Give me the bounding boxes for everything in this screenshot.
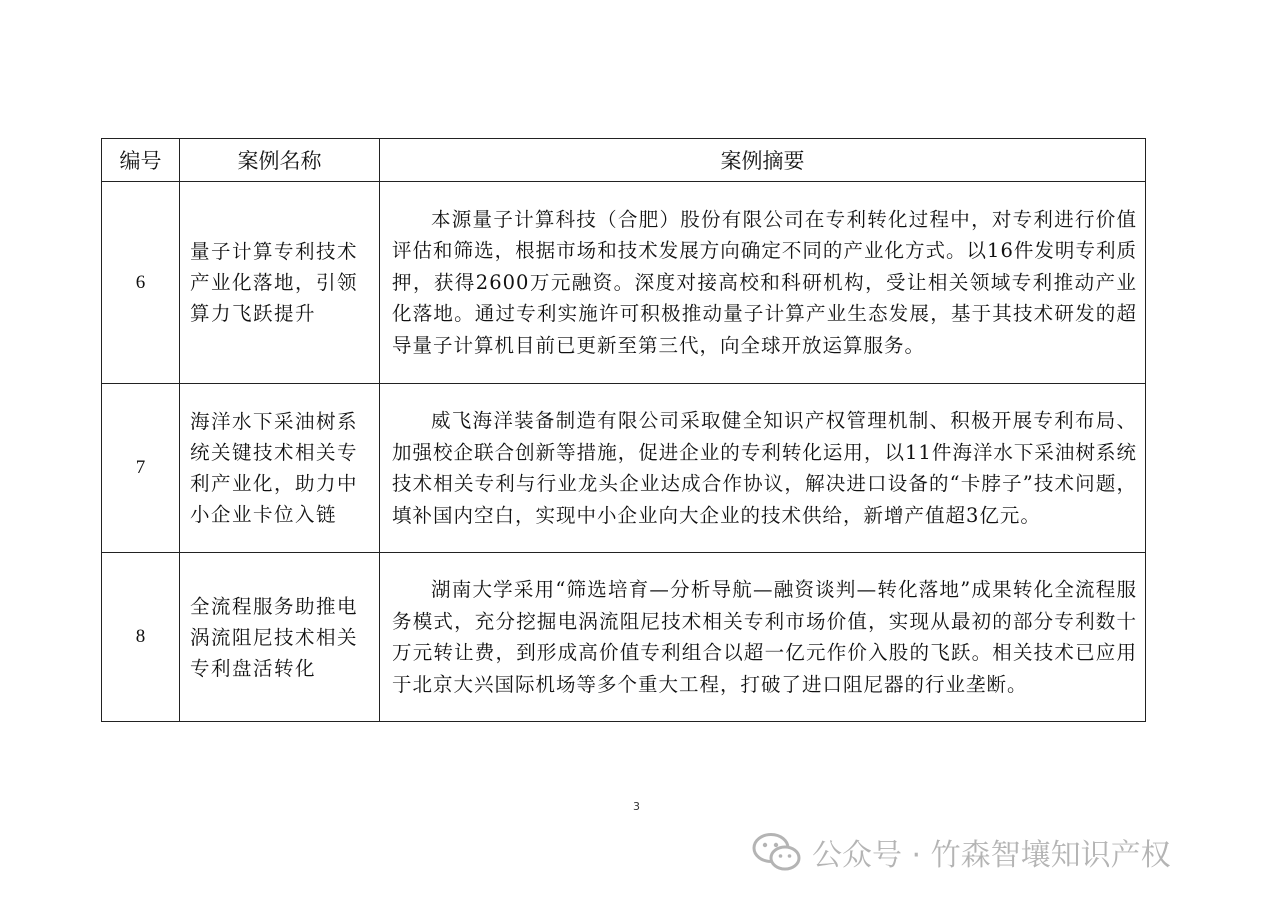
case-name: 全流程服务助推电涡流阻尼技术相关专利盘活转化: [180, 553, 380, 722]
case-number: 7: [102, 384, 180, 553]
header-no: 编号: [102, 139, 180, 182]
header-summary: 案例摘要: [380, 139, 1146, 182]
wechat-icon: [752, 832, 802, 872]
case-number: 6: [102, 182, 180, 384]
case-summary: 本源量子计算科技（合肥）股份有限公司在专利转化过程中，对专利进行价值评估和筛选，根据市场和技术发展方向确定不同的产业化方式。以16件发明专利质押，获得2600万元融资。深度对接高校和科研机构，受让相关领域专利推动产业化落地。通过专利实施许可积极推动量子计算产业生态发展，基于其技术研发的超导量子计算机目前已更新至第三代，向全球开放运算服务。: [380, 182, 1146, 384]
table-row: [102, 384, 1146, 553]
table-row: [102, 553, 1146, 722]
table-header-row: [102, 139, 1146, 182]
case-summary: 威飞海洋装备制造有限公司采取健全知识产权管理机制、积极开展专利布局、加强校企联合创新等措施，促进企业的专利转化运用，以11件海洋水下采油树系统技术相关专利与行业龙头企业达成合作协议，解决进口设备的“卡脖子”技术问题，填补国内空白，实现中小企业向大企业的技术供给，新增产值超3亿元。: [380, 384, 1146, 553]
case-name: 量子计算专利技术产业化落地，引领算力飞跃提升: [180, 182, 380, 384]
case-name: 海洋水下采油树系统关键技术相关专利产业化，助力中小企业卡位入链: [180, 384, 380, 553]
case-number: 8: [102, 553, 180, 722]
header-name: 案例名称: [180, 139, 380, 182]
page-number: 3: [633, 800, 640, 813]
case-table: [101, 138, 1146, 722]
table-row: [102, 182, 1146, 384]
watermark-text: 公众号 · 竹森智壤知识产权: [812, 838, 1171, 873]
watermark: [752, 832, 1171, 872]
case-summary: 湖南大学采用“筛选培育—分析导航—融资谈判—转化落地”成果转化全流程服务模式，充分挖掘电涡流阻尼技术相关专利市场价值，实现从最初的部分专利数十万元转让费，到形成高价值专利组合以超一亿元作价入股的飞跃。相关技术已应用于北京大兴国际机场等多个重大工程，打破了进口阻尼器的行业垄断。: [380, 553, 1146, 722]
